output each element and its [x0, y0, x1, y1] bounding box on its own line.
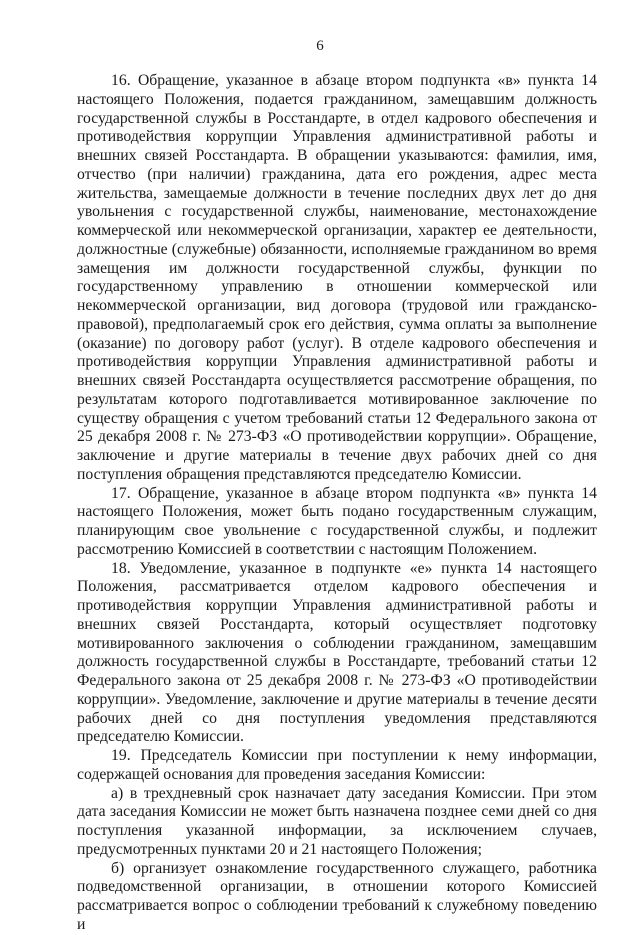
- paragraph-16: 16. Обращение, указанное в абзаце втором подпункта «в» пункта 14 настоящего Положения, подается гражданином, замещавшим должность государственной службы в Росстандарте, в отдел кадрового обеспечения и противодействия коррупции Управления административной работы и внешних связей Росстандарта. В обращении указываются: фамилия, имя, отчество (при наличии) гражданина, дата его рождения, адрес места жительства, замещаемые должности в течение последних двух лет до дня увольнения с государственной службы, наименование, местонахождение коммерческой или некоммерческой организации, характер ее деятельности, должностные (служебные) обязанности, исполняемые гражданином во время замещения им должности государственной службы, функции по государственному управлению в отношении коммерческой или некоммерческой организации, вид договора (трудовой или гражданско-правовой), предполагаемый срок его действия, сумма оплаты за выполнение (оказание) по договору работ (услуг). В отделе кадрового обеспечения и противодействия коррупции Управления административной работы и внешних связей Росстандарта осуществляется рассмотрение обращения, по результатам которого подготавливается мотивированное заключение по существу обращения с учетом требований статьи 12 Федерального закона от 25 декабря 2008 г. № 273-ФЗ «О противодействии коррупции». Обращение, заключение и другие материалы в течение двух рабочих дней со дня поступления обращения представляются председателю Комиссии.: [77, 72, 597, 483]
- page-number: 6: [316, 38, 324, 54]
- paragraph-17: 17. Обращение, указанное в абзаце втором подпункта «в» пункта 14 настоящего Положения, может быть подано государственным служащим, планирующим свое увольнение с государственной службы, и подлежит рассмотрению Комиссией в соответствии с настоящим Положением.: [77, 484, 597, 558]
- paragraph-19-a: а) в трехдневный срок назначает дату заседания Комиссии. При этом дата заседания Комиссии не может быть назначена позднее семи дней со дня поступления указанной информации, за исключением случаев, предусмотренных пунктами 20 и 21 настоящего Положения;: [77, 784, 597, 858]
- paragraph-18: 18. Уведомление, указанное в подпункте «е» пункта 14 настоящего Положения, рассматривается отделом кадрового обеспечения и противодействия коррупции Управления административной работы и внешних связей Росстандарта, который осуществляет подготовку мотивированного заключения о соблюдении гражданином, замещавшим должность государственной службы в Росстандарте, требований статьи 12 Федерального закона от 25 декабря 2008 г. № 273-ФЗ «О противодействии коррупции». Уведомление, заключение и другие материалы в течение десяти рабочих дней со дня поступления уведомления представляются председателю Комиссии.: [77, 559, 597, 746]
- document-body: [77, 72, 597, 935]
- paragraph-19: 19. Председатель Комиссии при поступлении к нему информации, содержащей основания для проведения заседания Комиссии:: [77, 747, 597, 783]
- paragraph-19-b: б) организует ознакомление государственного служащего, работника подведомственной организации, в отношении которого Комиссией рассматривается вопрос о соблюдении требований к служебному поведению и: [77, 859, 597, 933]
